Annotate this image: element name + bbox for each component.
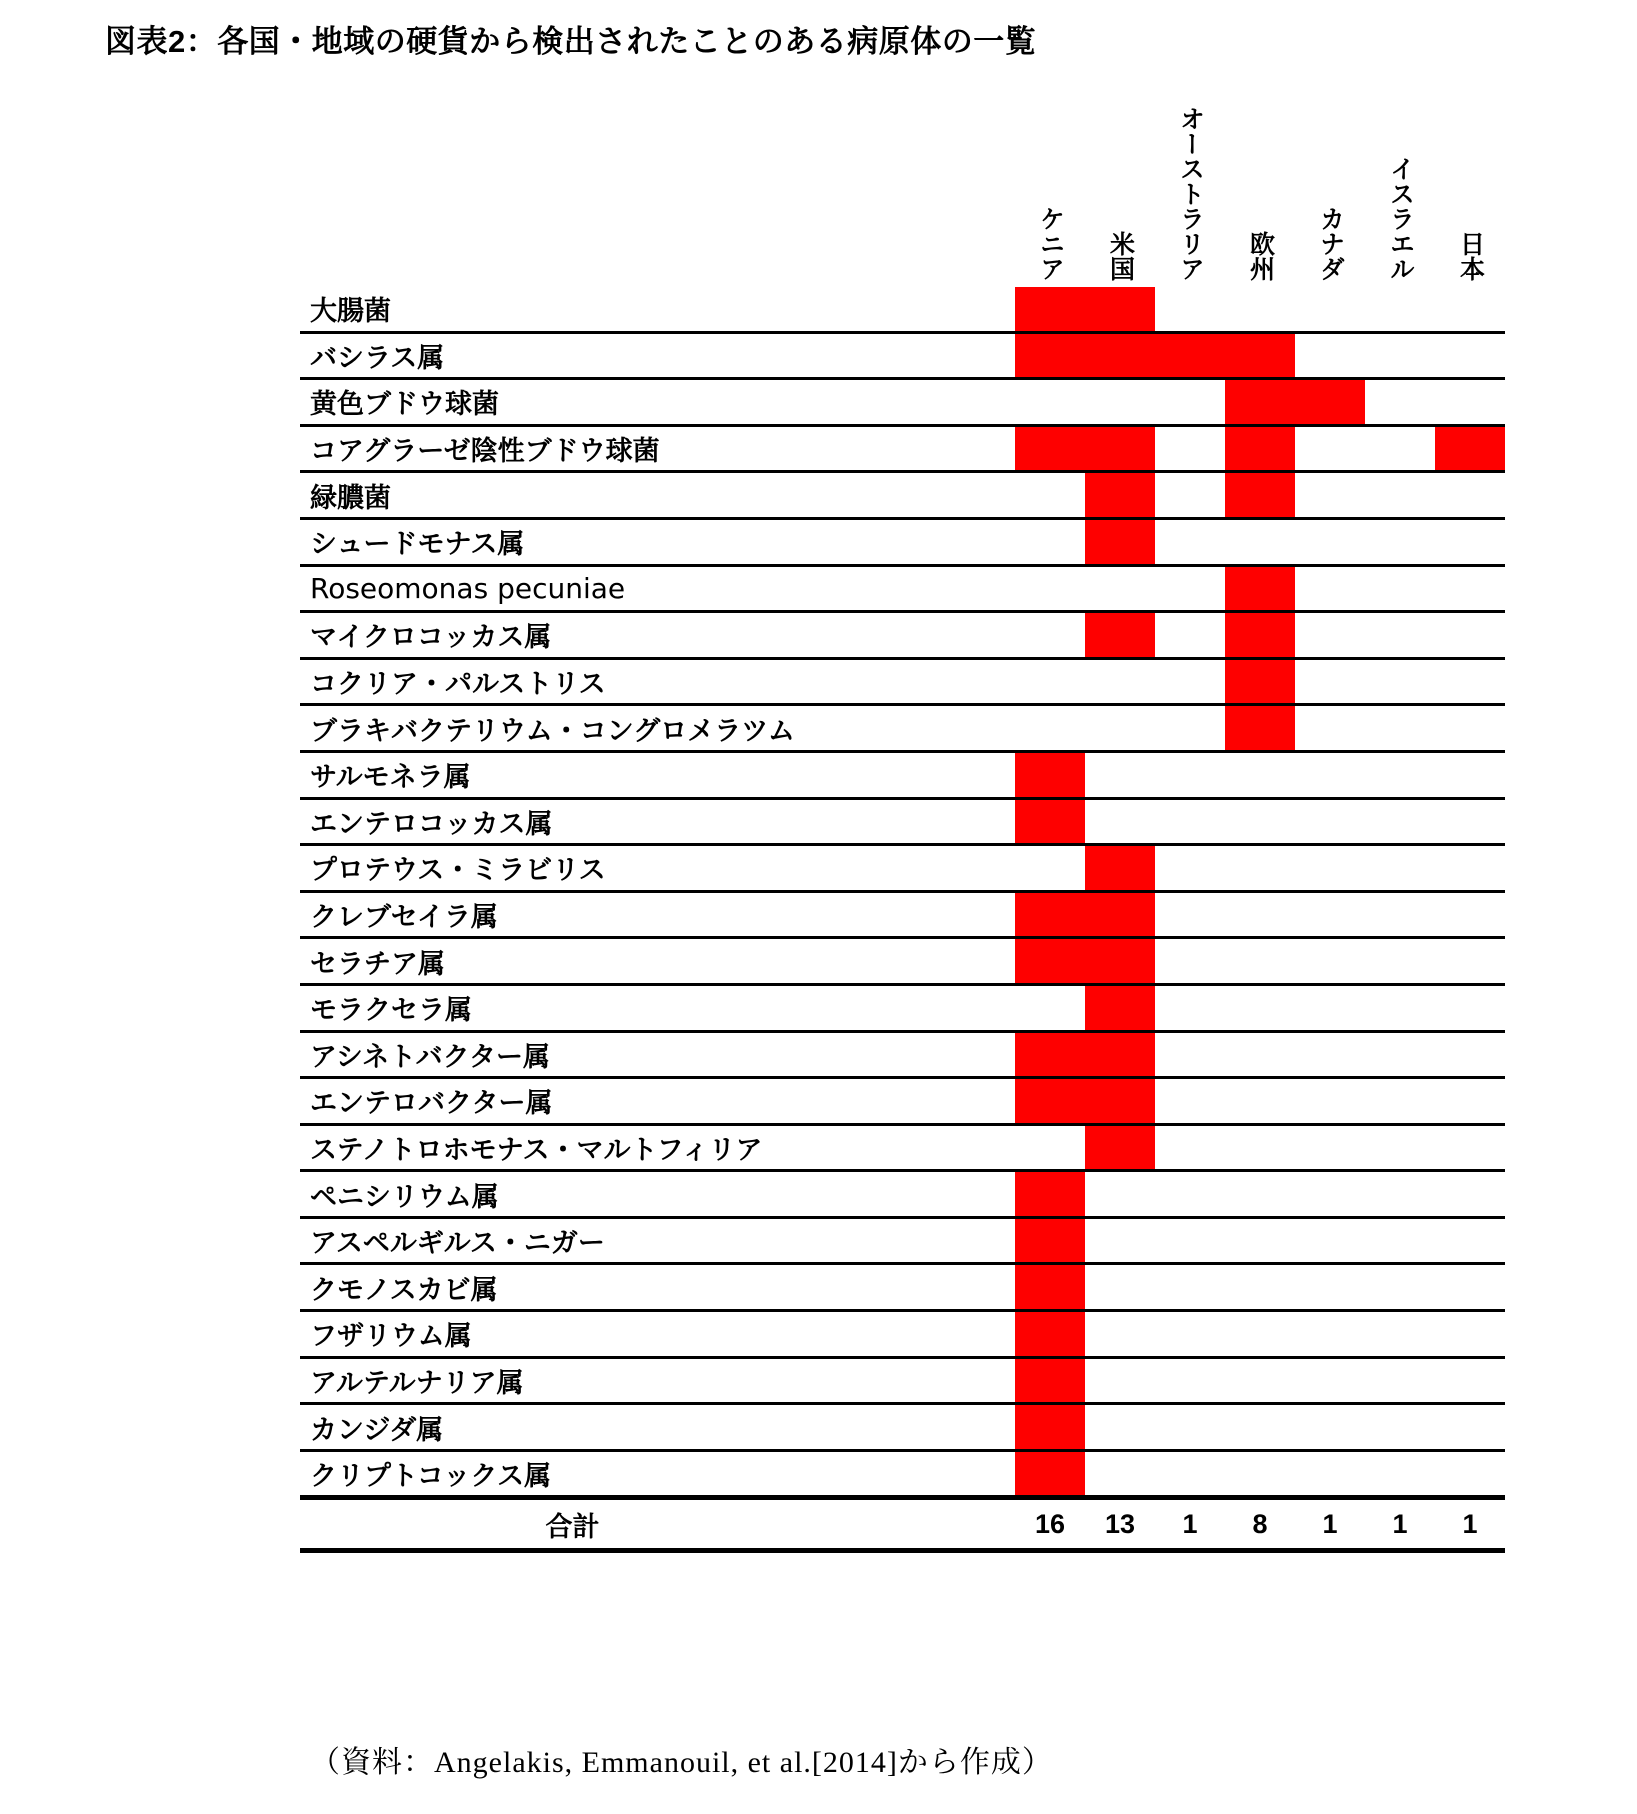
matrix-cell-empty — [1015, 984, 1085, 1031]
matrix-cell-empty — [1435, 658, 1505, 705]
matrix-cell-empty — [1085, 1264, 1155, 1311]
matrix-cell-empty — [1225, 1031, 1295, 1078]
matrix-cell-detected — [1015, 798, 1085, 845]
pathogen-name: コクリア・パルストリス — [300, 658, 1015, 705]
matrix-cell-empty — [1295, 1124, 1365, 1171]
table-row — [300, 1078, 1505, 1125]
table-row — [300, 287, 1505, 332]
matrix-cell-empty — [1155, 705, 1225, 752]
matrix-cell-empty — [1295, 425, 1365, 472]
matrix-cell-empty — [1155, 984, 1225, 1031]
matrix-cell-detected — [1225, 565, 1295, 612]
matrix-cell-empty — [1365, 705, 1435, 752]
figure-title: 図表2：各国・地域の硬貨から検出されたことのある病原体の一覧 — [105, 24, 1037, 59]
matrix-cell-empty — [1435, 1404, 1505, 1451]
matrix-cell-detected — [1295, 379, 1365, 426]
matrix-cell-empty — [1085, 565, 1155, 612]
pathogen-name: Roseomonas pecuniae — [300, 565, 1015, 612]
matrix-cell-empty — [1155, 1450, 1225, 1498]
matrix-cell-empty — [1155, 1171, 1225, 1218]
matrix-cell-empty — [1295, 798, 1365, 845]
matrix-cell-empty — [1225, 751, 1295, 798]
matrix-cell-detected — [1015, 287, 1085, 332]
matrix-cell-empty — [1155, 1357, 1225, 1404]
matrix-cell-empty — [1435, 332, 1505, 379]
column-header-label: ケニア — [1036, 206, 1065, 281]
matrix-cell-empty — [1225, 1311, 1295, 1358]
pathogen-name: カンジダ属 — [300, 1404, 1015, 1451]
matrix-cell-empty — [1225, 1217, 1295, 1264]
matrix-cell-empty — [1155, 565, 1225, 612]
pathogen-name: クリプトコックス属 — [300, 1450, 1015, 1498]
matrix-cell-empty — [1225, 518, 1295, 565]
matrix-cell-empty — [1365, 1031, 1435, 1078]
matrix-cell-detected — [1225, 658, 1295, 705]
matrix-cell-detected — [1155, 332, 1225, 379]
matrix-cell-detected — [1225, 612, 1295, 659]
matrix-cell-empty — [1015, 612, 1085, 659]
pathogen-name: ステノトロホモナス・マルトフィリア — [300, 1124, 1015, 1171]
matrix-cell-empty — [1365, 1450, 1435, 1498]
table-row — [300, 379, 1505, 426]
matrix-cell-empty — [1085, 751, 1155, 798]
matrix-cell-empty — [1435, 1264, 1505, 1311]
pathogen-name: エンテロコッカス属 — [300, 798, 1015, 845]
matrix-cell-empty — [1085, 1171, 1155, 1218]
matrix-cell-empty — [1435, 1450, 1505, 1498]
matrix-cell-empty — [1295, 705, 1365, 752]
pathogen-matrix-table — [300, 82, 1505, 1553]
column-header-label: オーストラリア — [1176, 106, 1205, 281]
matrix-cell-empty — [1365, 565, 1435, 612]
matrix-cell-empty — [1085, 1357, 1155, 1404]
matrix-cell-empty — [1365, 658, 1435, 705]
matrix-cell-empty — [1435, 472, 1505, 519]
pathogen-name: モラクセラ属 — [300, 984, 1015, 1031]
matrix-cell-empty — [1365, 984, 1435, 1031]
matrix-cell-detected — [1085, 332, 1155, 379]
total-value: 1 — [1365, 1498, 1435, 1551]
table-row — [300, 1311, 1505, 1358]
matrix-cell-empty — [1365, 1264, 1435, 1311]
matrix-cell-empty — [1085, 705, 1155, 752]
matrix-cell-empty — [1015, 518, 1085, 565]
total-value: 1 — [1155, 1498, 1225, 1551]
pathogen-name: セラチア属 — [300, 938, 1015, 985]
matrix-cell-empty — [1085, 1311, 1155, 1358]
table-row — [300, 845, 1505, 892]
matrix-cell-empty — [1155, 425, 1225, 472]
table-row — [300, 332, 1505, 379]
matrix-cell-empty — [1225, 1124, 1295, 1171]
pathogen-name: アルテルナリア属 — [300, 1357, 1015, 1404]
matrix-cell-detected — [1015, 1404, 1085, 1451]
matrix-cell-detected — [1085, 1078, 1155, 1125]
column-header-row — [300, 82, 1505, 287]
matrix-cell-detected — [1085, 425, 1155, 472]
source-note: （資料：Angelakis, Emmanouil, et al.[2014]から作成） — [310, 1746, 1053, 1779]
table-row — [300, 472, 1505, 519]
matrix-cell-empty — [1015, 658, 1085, 705]
matrix-cell-empty — [1155, 472, 1225, 519]
matrix-cell-empty — [1295, 891, 1365, 938]
matrix-cell-detected — [1225, 705, 1295, 752]
matrix-cell-empty — [1365, 1078, 1435, 1125]
matrix-cell-detected — [1015, 1078, 1085, 1125]
matrix-cell-detected — [1085, 938, 1155, 985]
matrix-cell-empty — [1435, 1078, 1505, 1125]
matrix-cell-empty — [1155, 1404, 1225, 1451]
matrix-cell-detected — [1435, 425, 1505, 472]
matrix-cell-empty — [1155, 612, 1225, 659]
column-header-label: 日本 — [1456, 231, 1485, 281]
matrix-cell-empty — [1295, 1078, 1365, 1125]
matrix-cell-empty — [1225, 938, 1295, 985]
matrix-cell-empty — [1435, 379, 1505, 426]
pathogen-name: アシネトバクター属 — [300, 1031, 1015, 1078]
table-row — [300, 705, 1505, 752]
matrix-cell-empty — [1085, 379, 1155, 426]
matrix-footer — [300, 1498, 1505, 1551]
matrix-cell-empty — [1015, 845, 1085, 892]
matrix-cell-empty — [1155, 751, 1225, 798]
matrix-cell-empty — [1365, 1357, 1435, 1404]
pathogen-name: フザリウム属 — [300, 1311, 1015, 1358]
matrix-cell-empty — [1225, 1404, 1295, 1451]
matrix-cell-empty — [1155, 518, 1225, 565]
matrix-cell-detected — [1015, 938, 1085, 985]
matrix-cell-empty — [1435, 891, 1505, 938]
matrix-cell-empty — [1155, 845, 1225, 892]
matrix-cell-empty — [1085, 658, 1155, 705]
pathogen-name: 黄色ブドウ球菌 — [300, 379, 1015, 426]
matrix-cell-empty — [1365, 845, 1435, 892]
matrix-cell-detected — [1085, 1031, 1155, 1078]
matrix-cell-detected — [1015, 1450, 1085, 1498]
matrix-cell-detected — [1015, 1031, 1085, 1078]
table-row — [300, 425, 1505, 472]
matrix-cell-empty — [1015, 565, 1085, 612]
table-row — [300, 612, 1505, 659]
matrix-cell-empty — [1365, 938, 1435, 985]
matrix-cell-empty — [1295, 751, 1365, 798]
matrix-body — [300, 287, 1505, 1498]
matrix-cell-empty — [1155, 1264, 1225, 1311]
matrix-cell-empty — [1225, 891, 1295, 938]
matrix-cell-detected — [1085, 518, 1155, 565]
matrix-cell-empty — [1225, 798, 1295, 845]
matrix-cell-empty — [1435, 845, 1505, 892]
table-row — [300, 1171, 1505, 1218]
matrix-cell-empty — [1295, 1264, 1365, 1311]
table-row — [300, 1217, 1505, 1264]
matrix-cell-empty — [1225, 1450, 1295, 1498]
matrix-cell-empty — [1295, 845, 1365, 892]
matrix-cell-empty — [1365, 751, 1435, 798]
table-row — [300, 1404, 1505, 1451]
matrix-cell-detected — [1085, 287, 1155, 332]
matrix-cell-empty — [1435, 1171, 1505, 1218]
matrix-cell-empty — [1225, 1264, 1295, 1311]
total-label: 合計 — [300, 1498, 1015, 1551]
matrix-cell-empty — [1295, 472, 1365, 519]
column-header-usa — [1085, 82, 1155, 287]
matrix-cell-empty — [1295, 332, 1365, 379]
matrix-cell-empty — [1015, 1124, 1085, 1171]
matrix-cell-empty — [1365, 612, 1435, 659]
table-row — [300, 984, 1505, 1031]
matrix-cell-detected — [1015, 1264, 1085, 1311]
table-row — [300, 798, 1505, 845]
matrix-cell-empty — [1295, 1171, 1365, 1218]
column-header-label: 欧州 — [1246, 231, 1275, 281]
matrix-cell-empty — [1295, 518, 1365, 565]
column-header-israel — [1365, 82, 1435, 287]
matrix-header — [300, 82, 1505, 287]
pathogen-name: コアグラーゼ陰性ブドウ球菌 — [300, 425, 1015, 472]
matrix-cell-empty — [1435, 1124, 1505, 1171]
matrix-cell-empty — [1365, 379, 1435, 426]
column-header-label: イスラエル — [1386, 156, 1415, 281]
matrix-cell-empty — [1085, 798, 1155, 845]
column-header-kenya — [1015, 82, 1085, 287]
table-row-total — [300, 1498, 1505, 1551]
pathogen-name: ブラキバクテリウム・コングロメラツム — [300, 705, 1015, 752]
matrix-cell-empty — [1225, 1357, 1295, 1404]
pathogen-name: クレブセイラ属 — [300, 891, 1015, 938]
matrix-cell-detected — [1015, 425, 1085, 472]
matrix-cell-empty — [1435, 1357, 1505, 1404]
matrix-cell-detected — [1225, 425, 1295, 472]
matrix-cell-empty — [1365, 798, 1435, 845]
matrix-cell-detected — [1015, 1171, 1085, 1218]
matrix-cell-empty — [1155, 1031, 1225, 1078]
matrix-cell-empty — [1155, 1311, 1225, 1358]
matrix-cell-empty — [1225, 984, 1295, 1031]
column-header-japan — [1435, 82, 1505, 287]
matrix-cell-empty — [1225, 1078, 1295, 1125]
matrix-cell-empty — [1435, 798, 1505, 845]
pathogen-name: 緑膿菌 — [300, 472, 1015, 519]
matrix-cell-empty — [1085, 1404, 1155, 1451]
table-row — [300, 751, 1505, 798]
total-value: 1 — [1295, 1498, 1365, 1551]
table-row — [300, 1124, 1505, 1171]
matrix-cell-empty — [1365, 1311, 1435, 1358]
matrix-cell-empty — [1365, 1124, 1435, 1171]
matrix-cell-empty — [1295, 938, 1365, 985]
matrix-cell-empty — [1435, 1031, 1505, 1078]
pathogen-name: アスペルギルス・ニガー — [300, 1217, 1015, 1264]
matrix-cell-empty — [1155, 1078, 1225, 1125]
matrix-cell-empty — [1155, 658, 1225, 705]
column-header-australia — [1155, 82, 1225, 287]
matrix-cell-empty — [1435, 287, 1505, 332]
pathogen-name-header — [300, 82, 1015, 287]
matrix-cell-empty — [1155, 287, 1225, 332]
matrix-cell-detected — [1015, 891, 1085, 938]
matrix-cell-empty — [1295, 1031, 1365, 1078]
matrix-cell-empty — [1365, 472, 1435, 519]
matrix-cell-empty — [1295, 565, 1365, 612]
matrix-cell-detected — [1015, 332, 1085, 379]
pathogen-name: ペニシリウム属 — [300, 1171, 1015, 1218]
table-row — [300, 565, 1505, 612]
matrix-cell-empty — [1295, 1450, 1365, 1498]
matrix-cell-empty — [1295, 287, 1365, 332]
matrix-cell-empty — [1365, 891, 1435, 938]
matrix-cell-empty — [1435, 1217, 1505, 1264]
matrix-cell-empty — [1365, 332, 1435, 379]
pathogen-name: マイクロコッカス属 — [300, 612, 1015, 659]
matrix-cell-detected — [1085, 845, 1155, 892]
matrix-cell-empty — [1365, 425, 1435, 472]
matrix-cell-empty — [1365, 1404, 1435, 1451]
column-header-label: カナダ — [1316, 206, 1345, 281]
matrix-cell-detected — [1015, 1311, 1085, 1358]
matrix-cell-empty — [1365, 1217, 1435, 1264]
pathogen-name: エンテロバクター属 — [300, 1078, 1015, 1125]
table-row — [300, 938, 1505, 985]
total-value: 13 — [1085, 1498, 1155, 1551]
matrix-cell-empty — [1435, 705, 1505, 752]
matrix-cell-empty — [1435, 518, 1505, 565]
pathogen-name: シュードモナス属 — [300, 518, 1015, 565]
matrix-cell-empty — [1365, 1171, 1435, 1218]
matrix-cell-detected — [1225, 379, 1295, 426]
matrix-cell-empty — [1365, 287, 1435, 332]
total-value: 16 — [1015, 1498, 1085, 1551]
matrix-cell-empty — [1365, 518, 1435, 565]
matrix-cell-empty — [1155, 891, 1225, 938]
matrix-cell-empty — [1155, 938, 1225, 985]
pathogen-name: バシラス属 — [300, 332, 1015, 379]
pathogen-name: クモノスカビ属 — [300, 1264, 1015, 1311]
matrix-cell-empty — [1225, 287, 1295, 332]
matrix-cell-empty — [1435, 612, 1505, 659]
matrix-cell-empty — [1015, 705, 1085, 752]
column-header-label: 米国 — [1106, 231, 1135, 281]
table-row — [300, 891, 1505, 938]
matrix-cell-detected — [1015, 1357, 1085, 1404]
matrix-cell-detected — [1015, 1217, 1085, 1264]
matrix-cell-detected — [1225, 332, 1295, 379]
matrix-cell-empty — [1435, 938, 1505, 985]
table-row — [300, 1357, 1505, 1404]
matrix-cell-empty — [1295, 984, 1365, 1031]
matrix-cell-detected — [1015, 751, 1085, 798]
column-header-canada — [1295, 82, 1365, 287]
matrix-cell-empty — [1295, 1404, 1365, 1451]
matrix-cell-detected — [1225, 472, 1295, 519]
matrix-cell-empty — [1295, 1357, 1365, 1404]
matrix-cell-empty — [1295, 1311, 1365, 1358]
table-row — [300, 518, 1505, 565]
matrix-cell-detected — [1085, 612, 1155, 659]
matrix-cell-detected — [1085, 1124, 1155, 1171]
table-row — [300, 658, 1505, 705]
matrix-cell-empty — [1015, 379, 1085, 426]
matrix-cell-empty — [1295, 612, 1365, 659]
matrix-cell-empty — [1155, 1217, 1225, 1264]
matrix-cell-empty — [1435, 565, 1505, 612]
matrix-cell-empty — [1225, 845, 1295, 892]
table-row — [300, 1450, 1505, 1498]
column-header-europe — [1225, 82, 1295, 287]
matrix-cell-empty — [1155, 1124, 1225, 1171]
total-value: 8 — [1225, 1498, 1295, 1551]
total-value: 1 — [1435, 1498, 1505, 1551]
matrix — [300, 82, 1505, 1553]
matrix-cell-empty — [1085, 1217, 1155, 1264]
matrix-cell-empty — [1085, 1450, 1155, 1498]
table-row — [300, 1031, 1505, 1078]
matrix-cell-empty — [1435, 984, 1505, 1031]
matrix-cell-empty — [1155, 798, 1225, 845]
pathogen-name: 大腸菌 — [300, 287, 1015, 332]
matrix-cell-empty — [1435, 1311, 1505, 1358]
matrix-cell-empty — [1295, 1217, 1365, 1264]
matrix-cell-empty — [1435, 751, 1505, 798]
pathogen-name: サルモネラ属 — [300, 751, 1015, 798]
matrix-cell-empty — [1155, 379, 1225, 426]
matrix-cell-detected — [1085, 891, 1155, 938]
matrix-cell-detected — [1085, 472, 1155, 519]
matrix-cell-detected — [1085, 984, 1155, 1031]
matrix-cell-empty — [1225, 1171, 1295, 1218]
pathogen-name: プロテウス・ミラビリス — [300, 845, 1015, 892]
matrix-cell-empty — [1015, 472, 1085, 519]
table-row — [300, 1264, 1505, 1311]
matrix-cell-empty — [1295, 658, 1365, 705]
